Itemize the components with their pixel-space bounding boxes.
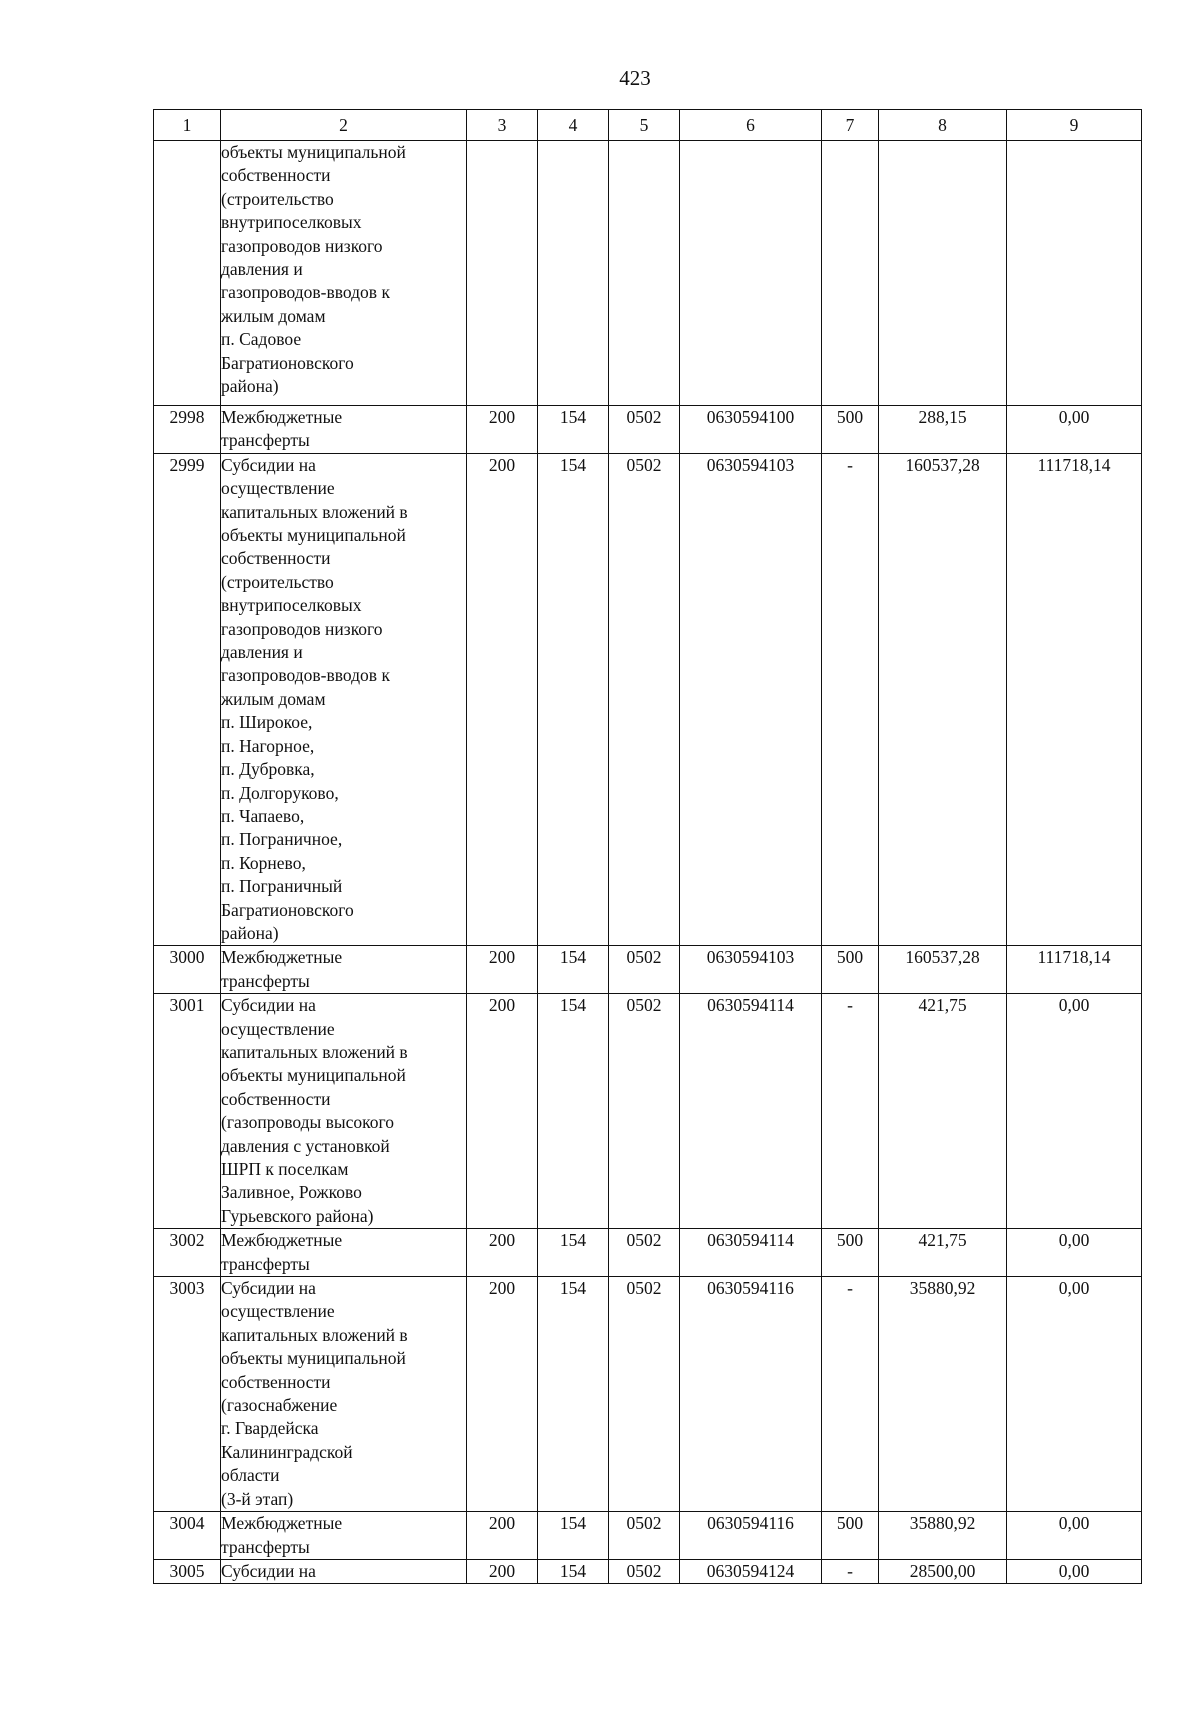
column-header: 2 bbox=[221, 110, 467, 141]
code-cell: 500 bbox=[822, 406, 879, 454]
table-row bbox=[154, 994, 1142, 1229]
table-row bbox=[154, 1559, 1142, 1583]
column-header: 8 bbox=[879, 110, 1007, 141]
table-row bbox=[154, 946, 1142, 994]
code-cell: 0630594100 bbox=[680, 406, 822, 454]
code-cell: 200 bbox=[467, 946, 538, 994]
code-cell: - bbox=[822, 994, 879, 1229]
table-row bbox=[154, 141, 1142, 406]
amount-cell: 0,00 bbox=[1007, 1512, 1142, 1560]
amount-cell bbox=[879, 141, 1007, 406]
amount-cell: 28500,00 bbox=[879, 1559, 1007, 1583]
code-cell: - bbox=[822, 1277, 879, 1512]
code-cell: 0630594124 bbox=[680, 1559, 822, 1583]
amount-cell: 288,15 bbox=[879, 406, 1007, 454]
table-row bbox=[154, 406, 1142, 454]
code-cell: 0630594116 bbox=[680, 1277, 822, 1512]
row-number-cell: 3004 bbox=[154, 1512, 221, 1560]
row-number-cell: 2999 bbox=[154, 453, 221, 946]
table-row bbox=[154, 453, 1142, 946]
row-description-cell: Субсидии на bbox=[221, 1559, 467, 1583]
row-description-cell: Межбюджетные трансферты bbox=[221, 1512, 467, 1560]
column-header: 5 bbox=[609, 110, 680, 141]
code-cell bbox=[609, 141, 680, 406]
row-number-cell: 3001 bbox=[154, 994, 221, 1229]
amount-cell: 0,00 bbox=[1007, 406, 1142, 454]
page-number: 423 bbox=[619, 66, 651, 90]
code-cell: 500 bbox=[822, 1229, 879, 1277]
amount-cell: 421,75 bbox=[879, 1229, 1007, 1277]
code-cell: 154 bbox=[538, 1512, 609, 1560]
code-cell bbox=[467, 141, 538, 406]
amount-cell: 35880,92 bbox=[879, 1277, 1007, 1512]
table-header-row bbox=[154, 110, 1142, 141]
code-cell: 0502 bbox=[609, 994, 680, 1229]
code-cell: 200 bbox=[467, 1229, 538, 1277]
code-cell: 200 bbox=[467, 994, 538, 1229]
row-number-cell: 3005 bbox=[154, 1559, 221, 1583]
code-cell: 0502 bbox=[609, 946, 680, 994]
code-cell: 200 bbox=[467, 1512, 538, 1560]
row-number-cell: 3002 bbox=[154, 1229, 221, 1277]
amount-cell: 111718,14 bbox=[1007, 453, 1142, 946]
amount-cell: 111718,14 bbox=[1007, 946, 1142, 994]
column-header: 7 bbox=[822, 110, 879, 141]
code-cell: 200 bbox=[467, 406, 538, 454]
code-cell bbox=[680, 141, 822, 406]
code-cell: 500 bbox=[822, 946, 879, 994]
code-cell: 200 bbox=[467, 1277, 538, 1512]
row-number-cell: 3003 bbox=[154, 1277, 221, 1512]
table-row bbox=[154, 1229, 1142, 1277]
column-header: 1 bbox=[154, 110, 221, 141]
code-cell: 154 bbox=[538, 994, 609, 1229]
amount-cell: 0,00 bbox=[1007, 1277, 1142, 1512]
code-cell: 154 bbox=[538, 453, 609, 946]
code-cell: 0630594114 bbox=[680, 994, 822, 1229]
code-cell: 0502 bbox=[609, 1512, 680, 1560]
row-number-cell: 3000 bbox=[154, 946, 221, 994]
budget-table bbox=[153, 109, 1142, 1584]
code-cell: 154 bbox=[538, 1277, 609, 1512]
row-number-cell: 2998 bbox=[154, 406, 221, 454]
row-description-cell: Субсидии на осуществление капитальных вложений в объекты муниципальной собственности (строительство внутрипоселковых газопроводов низкого давления и газопроводов-вводов к жилым домам п. Широкое, п. Нагорное, п. Дубровка, п. Долгоруково, п. Чапаево, п. Пограничное, п. Корнево, п. Пограничный Багратионовского района) bbox=[221, 453, 467, 946]
code-cell: 154 bbox=[538, 946, 609, 994]
code-cell: 0502 bbox=[609, 1277, 680, 1512]
code-cell: 154 bbox=[538, 1229, 609, 1277]
code-cell: 0630594116 bbox=[680, 1512, 822, 1560]
code-cell: 200 bbox=[467, 1559, 538, 1583]
code-cell bbox=[822, 141, 879, 406]
row-description-cell: Субсидии на осуществление капитальных вложений в объекты муниципальной собственности (газоснабжение г. Гвардейска Калининградской области (3-й этап) bbox=[221, 1277, 467, 1512]
code-cell: 0502 bbox=[609, 406, 680, 454]
amount-cell: 0,00 bbox=[1007, 1559, 1142, 1583]
row-description-cell: Межбюджетные трансферты bbox=[221, 946, 467, 994]
row-description-cell: объекты муниципальной собственности (строительство внутрипоселковых газопроводов низкого давления и газопроводов-вводов к жилым домам п. Садовое Багратионовского района) bbox=[221, 141, 467, 406]
code-cell: 0630594103 bbox=[680, 946, 822, 994]
code-cell: 0502 bbox=[609, 1229, 680, 1277]
column-header: 6 bbox=[680, 110, 822, 141]
code-cell: - bbox=[822, 1559, 879, 1583]
row-description-cell: Субсидии на осуществление капитальных вложений в объекты муниципальной собственности (газопроводы высокого давления с установкой ШРП к поселкам Заливное, Рожково Гурьевского района) bbox=[221, 994, 467, 1229]
amount-cell: 0,00 bbox=[1007, 1229, 1142, 1277]
amount-cell: 160537,28 bbox=[879, 946, 1007, 994]
code-cell: 500 bbox=[822, 1512, 879, 1560]
code-cell: 0502 bbox=[609, 453, 680, 946]
amount-cell: 421,75 bbox=[879, 994, 1007, 1229]
code-cell: 154 bbox=[538, 1559, 609, 1583]
amount-cell: 0,00 bbox=[1007, 994, 1142, 1229]
row-description-cell: Межбюджетные трансферты bbox=[221, 1229, 467, 1277]
code-cell: 0502 bbox=[609, 1559, 680, 1583]
table-row bbox=[154, 1512, 1142, 1560]
code-cell: 200 bbox=[467, 453, 538, 946]
amount-cell: 160537,28 bbox=[879, 453, 1007, 946]
code-cell: - bbox=[822, 453, 879, 946]
code-cell: 0630594114 bbox=[680, 1229, 822, 1277]
code-cell bbox=[538, 141, 609, 406]
code-cell: 0630594103 bbox=[680, 453, 822, 946]
column-header: 4 bbox=[538, 110, 609, 141]
code-cell: 154 bbox=[538, 406, 609, 454]
row-description-cell: Межбюджетные трансферты bbox=[221, 406, 467, 454]
amount-cell bbox=[1007, 141, 1142, 406]
column-header: 3 bbox=[467, 110, 538, 141]
table-row bbox=[154, 1277, 1142, 1512]
amount-cell: 35880,92 bbox=[879, 1512, 1007, 1560]
column-header: 9 bbox=[1007, 110, 1142, 141]
row-number-cell bbox=[154, 141, 221, 406]
